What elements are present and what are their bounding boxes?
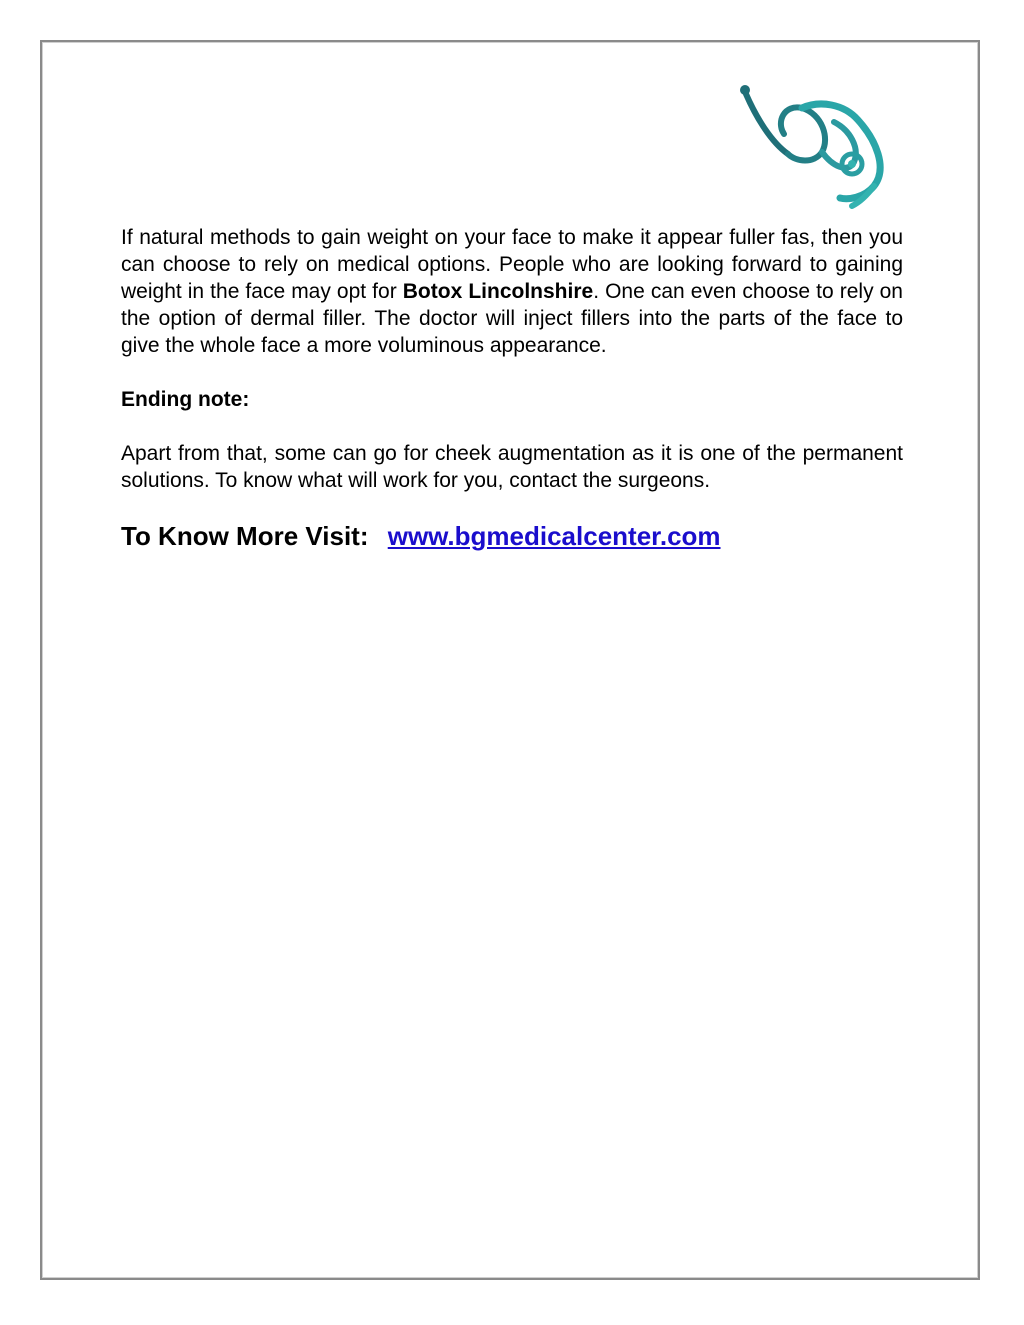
document-body: [121, 224, 903, 552]
ending-note-heading: Ending note:: [121, 388, 250, 411]
stethoscope-icon: [736, 82, 890, 212]
intro-text-start: If natural methods to gain weight on your face to make it appear fuller fas, then you can choose to rely on medical options. People who are looking forward to gaining weight in the face may opt for: [121, 226, 903, 303]
stethoscope-logo: [736, 82, 890, 212]
visit-line: [121, 520, 903, 552]
highlighted-service: Botox Lincolnshire: [402, 280, 594, 303]
ending-paragraph: Apart from that, some can go for cheek augmentation as it is one of the permanent solutions. To know what will work for you, contact the surgeons.: [121, 442, 903, 492]
intro-text-end: . One can even choose to rely on the option of dermal filler. The doctor will inject fillers into the parts of the face to give the whole face a more voluminous appearance.: [121, 280, 903, 357]
visit-label: To Know More Visit:: [121, 521, 369, 551]
website-link[interactable]: www.bgmedicalcenter.com: [387, 521, 721, 551]
intro-paragraph: [121, 224, 903, 359]
